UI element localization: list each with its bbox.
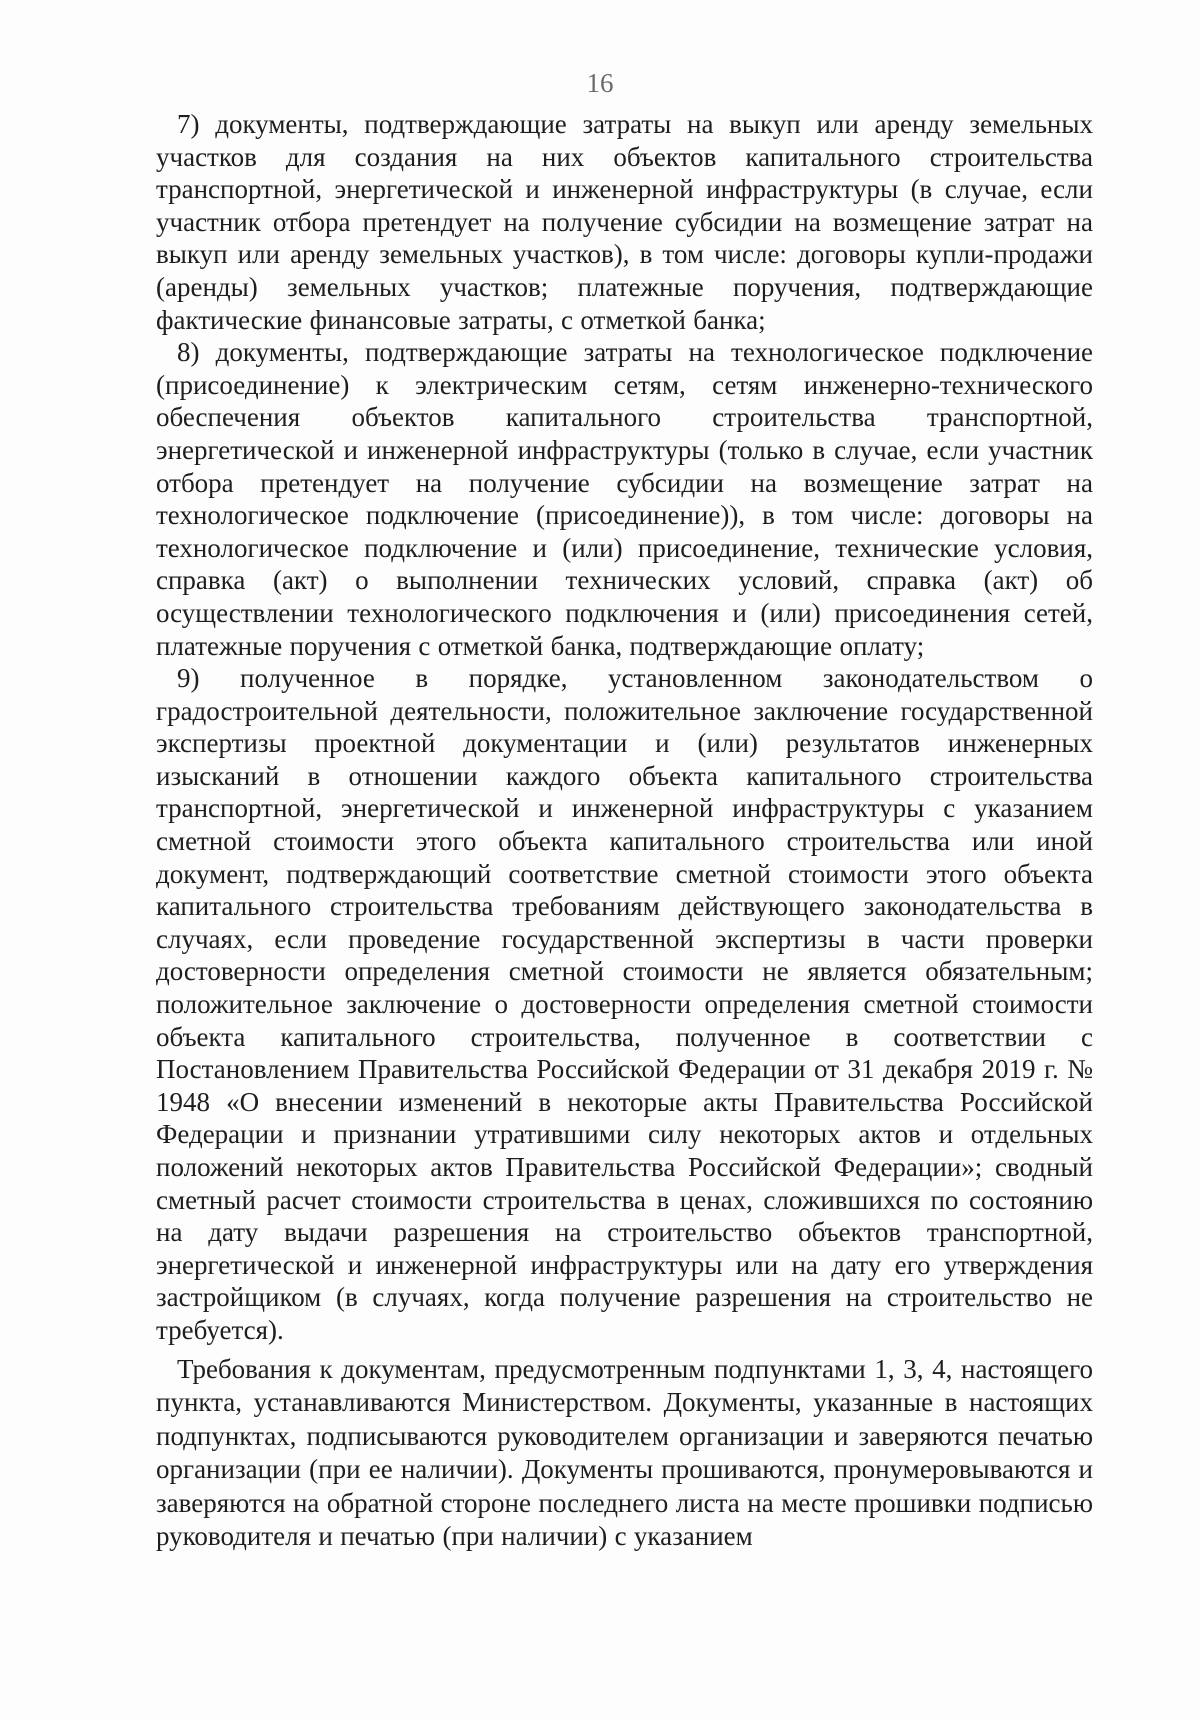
document-body <box>156 108 1093 1554</box>
paragraph-requirements: Требования к документам, предусмотренным подпунктами 1, 3, 4, настоящего пункта, устанавливаются Министерством. Документы, указанные в настоящих подпунктах, подписываются руководителем организации и заверяются печатью организации (при ее наличии). Документы прошиваются, пронумеровываются и заверяются на обратной стороне последнего листа на месте прошивки подписью руководителя и печатью (при наличии) с указанием <box>156 1353 1093 1552</box>
paragraph-item-8: 8) документы, подтверждающие затраты на технологическое подключение (присоединение) к электрическим сетям, сетям инженерно-технического обеспечения объектов капитального строительства транспортной, энергетической и инженерной инфраструктуры (только в случае, если участник отбора претендует на получение субсидии на возмещение затрат на технологическое подключение (присоединение)), в том числе: договоры на технологическое подключение и (или) присоединение, технические условия, справка (акт) о выполнении технических условий, справка (акт) об осуществлении технологического подключения и (или) присоединения сетей, платежные поручения с отметкой банка, подтверждающие оплату; <box>156 337 1093 661</box>
paragraph-item-9: 9) полученное в порядке, установленном законодательством о градостроительной деятельности, положительное заключение государственной экспертизы проектной документации и (или) результатов инженерных изысканий в отношении каждого объекта капитального строительства транспортной, энергетической и инженерной инфраструктуры с указанием сметной стоимости этого объекта капитального строительства или иной документ, подтверждающий соответствие сметной стоимости этого объекта капитального строительства требованиям действующего законодательства в случаях, если проведение государственной экспертизы в части проверки достоверности определения сметной стоимости не является обязательным; положительное заключение о достоверности определения сметной стоимости объекта капитального строительства, полученное в соответствии с Постановлением Правительства Российской Федерации от 31 декабря 2019 г. № 1948 «О внесении изменений в некоторые акты Правительства Российской Федерации и признании утратившими силу некоторых актов и отдельных положений некоторых актов Правительства Российской Федерации»; сводный сметный расчет стоимости строительства в ценах, сложившихся по состоянию на дату выдачи разрешения на строительство объектов транспортной, энергетической и инженерной инфраструктуры или на дату его утверждения застройщиком (в случаях, когда получение разрешения на строительство не требуется). <box>156 663 1093 1345</box>
paragraph-item-7: 7) документы, подтверждающие затраты на выкуп или аренду земельных участков для создания на них объектов капитального строительства транспортной, энергетической и инженерной инфраструктуры (в случае, если участник отбора претендует на получение субсидии на возмещение затрат на выкуп или аренду земельных участков), в том числе: договоры купли-продажи (аренды) земельных участков; платежные поручения, подтверждающие фактические финансовые затраты, с отметкой банка; <box>156 109 1093 335</box>
page-number: 16 <box>586 68 614 98</box>
